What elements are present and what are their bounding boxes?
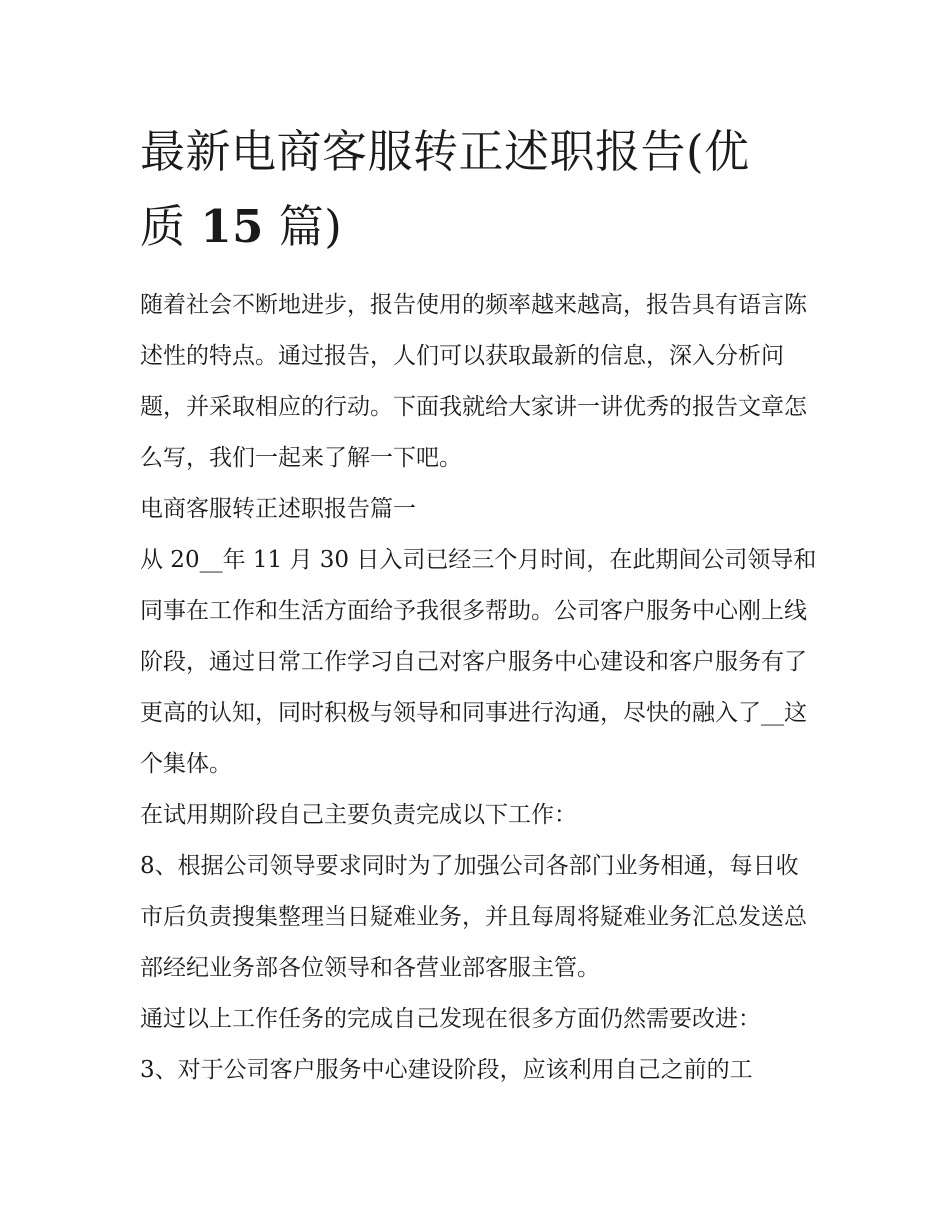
paragraph: 在试用期阶段自己主要负责完成以下工作：	[140, 802, 577, 828]
paragraph: 从 20__年 11 月 30 日入司已经三个月时间，在此期间公司领导和同事在工作和生活方面给予我很多帮助。公司客户服务中心刚上线阶段，通过日常工作学习自己对客户服务中心建设和客户服务有了更高的认知，同时积极与领导和同事进行沟通，尽快的融入了__这个集体。	[140, 547, 817, 777]
list-item: 8、根据公司领导要求同时为了加强公司各部门业务相通，每日收市后负责搜集整理当日疑难业务，并且每周将疑难业务汇总发送总部经纪业务部各位领导和各营业部客服主管。	[140, 853, 807, 981]
document-title	[140, 114, 820, 264]
title-line-2-number: 15	[200, 200, 264, 253]
title-line-2-suffix: 篇)	[263, 200, 343, 253]
paragraph: 通过以上工作任务的完成自己发现在很多方面仍然需要改进：	[140, 1006, 761, 1032]
list-item: 3、对于公司客户服务中心建设阶段，应该利用自己之前的工	[140, 1057, 753, 1083]
intro-paragraph: 随着社会不断地进步，报告使用的频率越来越高，报告具有语言陈述性的特点。通过报告，人们可以获取最新的信息，深入分析问题，并采取相应的行动。下面我就给大家讲一讲优秀的报告文章怎么写，我们一起来了解一下吧。	[140, 292, 807, 471]
section-heading: 电商客服转正述职报告篇一	[140, 496, 416, 522]
title-line-2-prefix: 质	[140, 200, 201, 253]
title-line-1: 最新电商客服转正述职报告(优	[140, 125, 750, 178]
document-body	[140, 280, 820, 1096]
